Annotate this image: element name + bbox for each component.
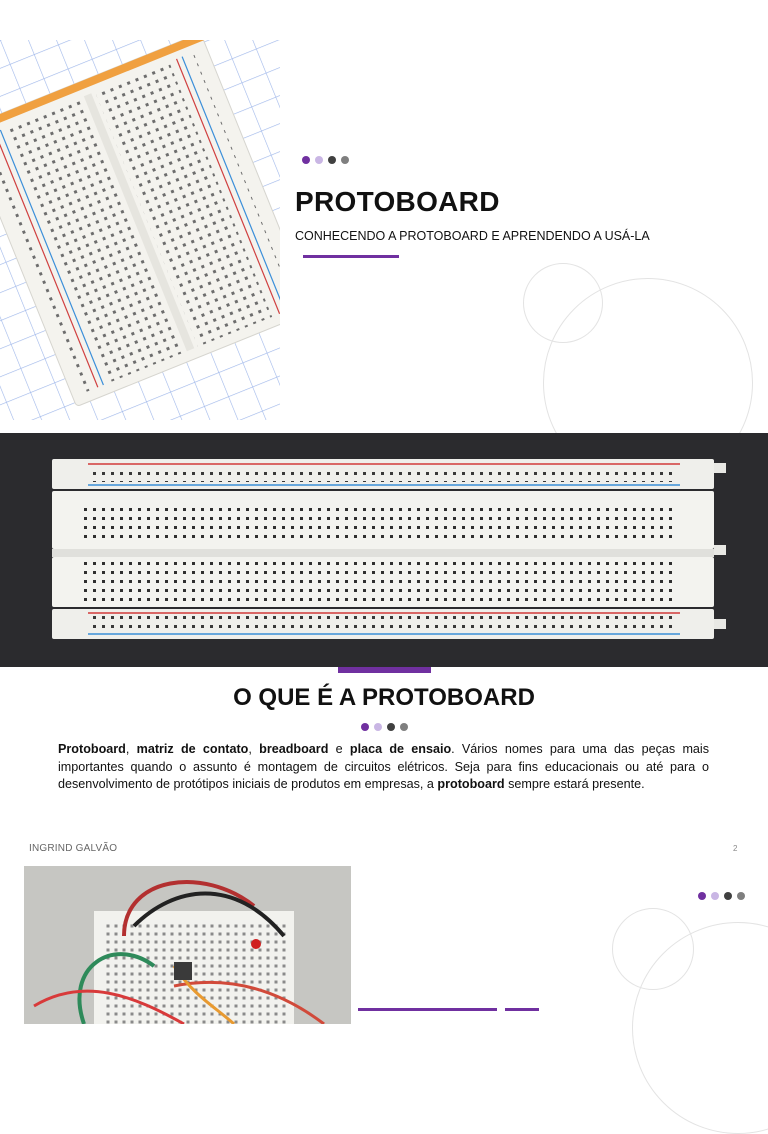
slide-subtitle: CONHECENDO A PROTOBOARD E APRENDENDO A USÁ-LA [295,229,650,243]
dot-icon [698,892,706,900]
breadboard-photo [0,433,768,667]
dot-icon [387,723,395,731]
accent-bar [505,1008,539,1011]
dot-icon [328,156,336,164]
dot-icon [361,723,369,731]
page-number: 2 [733,844,738,853]
slide-title: PROTOBOARD [295,186,500,217]
footer-author: INGRIND GALVÃO [29,843,118,854]
decorative-dots [698,892,745,900]
protoboard-photo [0,40,280,420]
dot-icon [737,892,745,900]
accent-bar [303,255,399,258]
decorative-dots [302,156,349,164]
dot-icon [302,156,310,164]
dot-icon [724,892,732,900]
decorative-dots [361,723,408,731]
accent-bar [358,1008,497,1011]
dot-icon [400,723,408,731]
circuit-photo [24,866,351,1024]
dot-icon [374,723,382,731]
section-title: O QUE É A PROTOBOARD [233,684,535,711]
accent-bar [338,667,431,673]
body-paragraph: Protoboard, matriz de contato, breadboard e placa de ensaio. Vários nomes para uma das peças mais importantes quando o assunto é montagem de circuitos elétricos. Seja para fins educacionais ou até para o desenvolvimento de protótipos iniciais de produtos em empresas, a protoboard sempre estará presente. [58,742,710,791]
dot-icon [315,156,323,164]
dot-icon [341,156,349,164]
dot-icon [711,892,719,900]
